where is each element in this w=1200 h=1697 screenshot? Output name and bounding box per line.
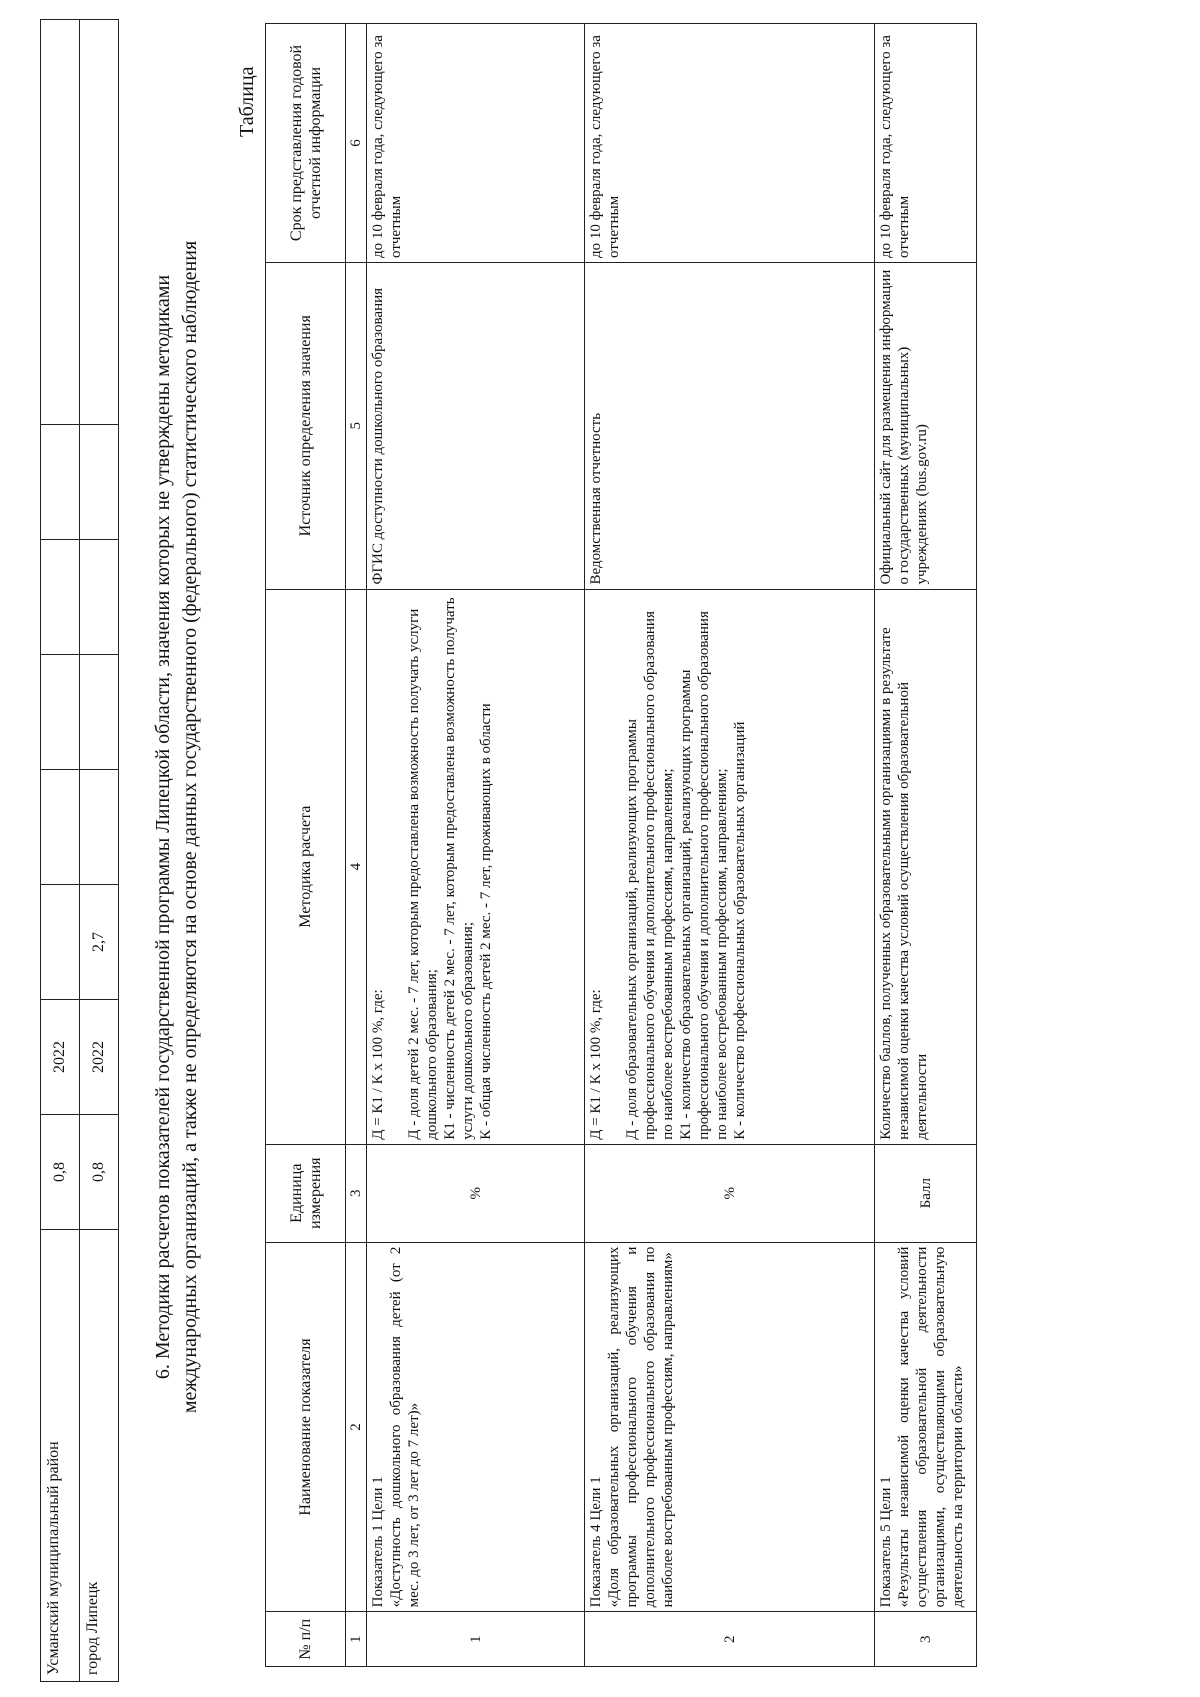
indicator-title: Показатель 1 Цели 1 — [370, 1476, 386, 1608]
value-cell — [41, 770, 80, 885]
deadline-cell: до 10 февраля года, следующего за отчетным — [875, 24, 977, 263]
column-number: 1 — [346, 1612, 367, 1667]
method-line: К1 - численность детей 2 мес. - 7 лет, которым предоставлена возможность получать услуги дошкольного образования; — [442, 597, 476, 1140]
column-number: 4 — [346, 589, 367, 1144]
header-source: Источник определения значения — [266, 262, 346, 589]
header-num: № п/п — [266, 1612, 346, 1667]
method-cell — [367, 589, 585, 1144]
table-row — [585, 24, 875, 1667]
value-cell — [41, 885, 80, 1000]
district-name: город Липецк — [80, 1230, 119, 1682]
formula: Д = К1 / К х 100 %, где: — [588, 989, 604, 1140]
district-name: Усманский муниципальный район — [41, 1230, 80, 1682]
value-cell — [41, 540, 80, 655]
indicator-title: Показатель 4 Цели 1 — [588, 1476, 604, 1608]
indicator-name — [367, 1242, 585, 1612]
value-cell — [41, 20, 80, 425]
value-cell — [80, 20, 119, 425]
method-line: Количество баллов, полученных образовательными организациями в результате независимой оценки качества условий осуществления образовательной деятельности — [878, 627, 930, 1140]
method-cell — [875, 589, 977, 1144]
source-cell: Официальный сайт для размещения информации о государственных (муниципальных) учреждениях (bus.gov.ru) — [875, 262, 977, 589]
header-name: Наименование показателя — [266, 1242, 346, 1612]
table-label: Таблица — [236, 66, 258, 137]
value-cell — [41, 425, 80, 540]
year-cell: 2022 — [80, 1000, 119, 1115]
method-line: Д - доля детей 2 мес. - 7 лет, которым предоставлена возможность получать услуги дошкольного образования; — [406, 608, 440, 1140]
column-number-row — [346, 24, 367, 1667]
header-deadline: Срок представления годовой отчетной информации — [266, 24, 346, 263]
formula: Д = К1 / К х 100 %, где: — [370, 989, 386, 1140]
value-cell — [80, 540, 119, 655]
table-row — [367, 24, 585, 1667]
row-number: 1 — [367, 1612, 585, 1667]
value-cell: 0,8 — [41, 1115, 80, 1230]
deadline-cell: до 10 февраля года, следующего за отчетным — [585, 24, 875, 263]
table-header-row — [266, 24, 346, 1667]
value-cell: 2,7 — [80, 885, 119, 1000]
section-heading — [150, 207, 204, 1447]
table-row — [875, 24, 977, 1667]
column-number: 5 — [346, 262, 367, 589]
column-number: 3 — [346, 1144, 367, 1242]
previous-table-continuation — [40, 19, 119, 1682]
table-row — [80, 20, 119, 1682]
method-line: К - количество профессиональных образовательных организаций — [732, 721, 748, 1140]
deadline-cell: до 10 февраля года, следующего за отчетным — [367, 24, 585, 263]
column-number: 6 — [346, 24, 367, 263]
column-number: 2 — [346, 1242, 367, 1612]
unit-cell: % — [367, 1144, 585, 1242]
indicator-name — [875, 1242, 977, 1612]
unit-cell: % — [585, 1144, 875, 1242]
method-line: Д - доля образовательных организаций, реализующих программы профессионального обучения и дополнительного профессионального образования по наиболее востребованным профессиям, направлениям; — [624, 611, 676, 1140]
method-line: К - общая численность детей 2 мес. - 7 лет, проживающих в области — [478, 703, 494, 1140]
value-cell — [80, 425, 119, 540]
indicator-title: Показатель 5 Цели 1 — [878, 1476, 894, 1608]
row-number: 2 — [585, 1612, 875, 1667]
source-cell: Ведомственная отчетность — [585, 262, 875, 589]
method-line: К1 - количество образовательных организаций, реализующих программы профессионального обучения и дополнительного профессионального образования по наиболее востребованным профессиям, направлениям; — [678, 611, 730, 1140]
value-cell: 0,8 — [80, 1115, 119, 1230]
method-cell — [585, 589, 875, 1144]
value-cell — [80, 770, 119, 885]
value-cell — [80, 655, 119, 770]
indicator-description: «Доля образовательных организаций, реализующих программы профессионального обучения и дополнительного профессионального образования по наиболее востребованным профессиям, направлениям» — [606, 1246, 676, 1608]
indicator-name — [585, 1242, 875, 1612]
table-row — [41, 20, 80, 1682]
indicator-description: «Результаты независимой оценки качества условий осуществления образовательной деятельности организациями, осуществляющими образовательную деятельность на территории области» — [896, 1246, 966, 1608]
unit-cell: Балл — [875, 1144, 977, 1242]
year-cell: 2022 — [41, 1000, 80, 1115]
methodology-table — [265, 23, 977, 1667]
indicator-description: «Доступность дошкольного образования детей (от 2 мес. до 3 лет, от 3 лет до 7 лет)» — [388, 1246, 422, 1608]
header-unit: Единица измерения — [266, 1144, 346, 1242]
source-cell: ФГИС доступности дошкольного образования — [367, 262, 585, 589]
value-cell — [41, 655, 80, 770]
row-number: 3 — [875, 1612, 977, 1667]
header-method: Методика расчета — [266, 589, 346, 1144]
heading-line-1: 6. Методики расчетов показателей государственной программы Липецкой области, значения которых не утверждены методиками — [152, 274, 174, 1380]
heading-line-2: международных организаций, а также не определяются на основе данных государственного (федерального) статистического наблюдения — [179, 240, 201, 1414]
